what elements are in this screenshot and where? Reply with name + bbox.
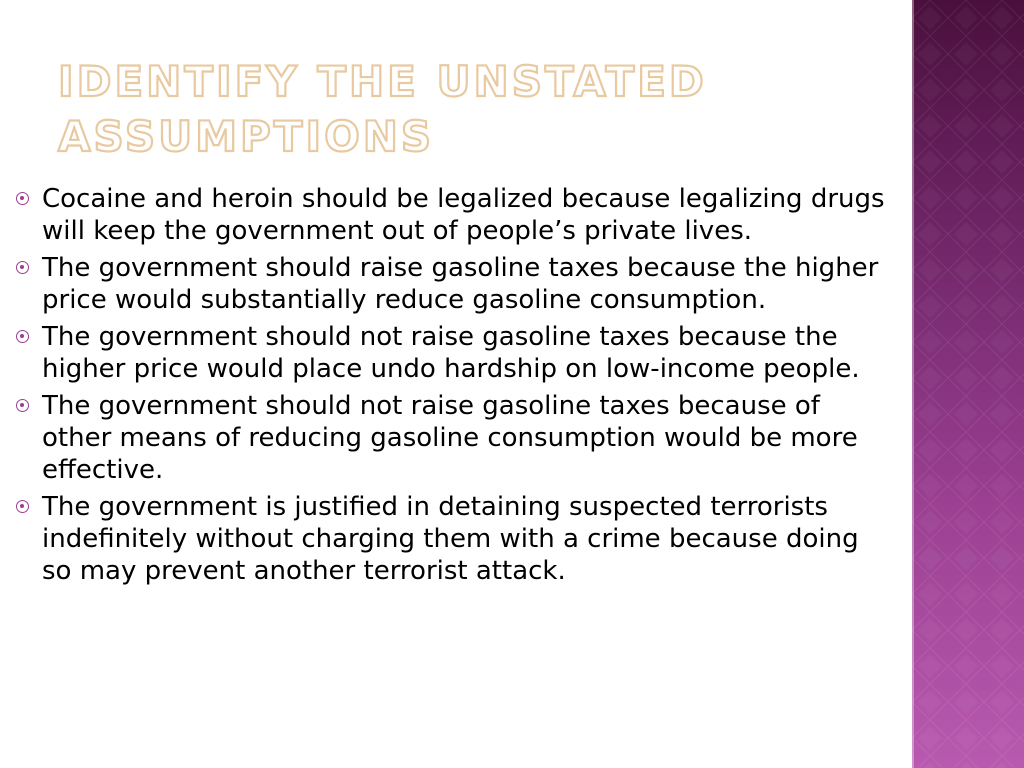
circle-dot-icon (16, 399, 29, 412)
list-item (16, 491, 896, 587)
bullet-text: The government should not raise gasoline taxes because of other means of reducing gasoline consumption would be more effective. (42, 391, 858, 485)
circle-dot-icon (16, 500, 29, 513)
list-item (16, 252, 896, 316)
bullet-text: The government should raise gasoline taxes because the higher price would substantially reduce gasoline consumption. (42, 253, 879, 315)
bullet-text: The government should not raise gasoline taxes because the higher price would place undo hardship on low-income people. (42, 322, 860, 384)
circle-dot-icon (16, 261, 29, 274)
circle-dot-icon (16, 330, 29, 343)
list-item (16, 183, 896, 247)
slide-title: IDENTIFY THE UNSTATED ASSUMPTIONS (58, 57, 707, 161)
bullet-text: Cocaine and heroin should be legalized because legalizing drugs will keep the government out of people’s private lives. (42, 184, 885, 246)
circle-dot-icon (16, 192, 29, 205)
diamond-pattern (912, 0, 1024, 768)
list-item (16, 390, 896, 486)
list-item (16, 321, 896, 385)
bullet-list (16, 183, 896, 592)
decorative-side-band (912, 0, 1024, 768)
bullet-text: The government is justified in detaining suspected terrorists indefinitely without charging them with a crime because doing so may prevent another terrorist attack. (42, 492, 859, 586)
